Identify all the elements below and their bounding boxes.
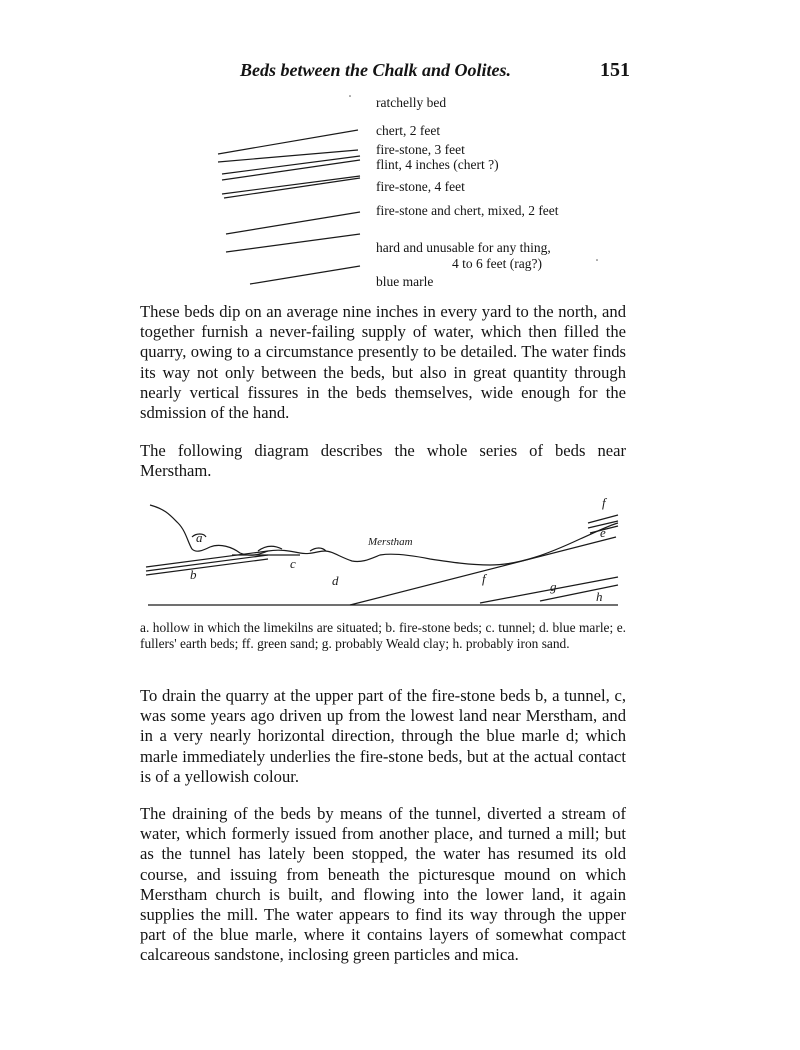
merstham-label: Merstham — [368, 536, 413, 548]
running-head — [140, 60, 630, 88]
letter-h: h — [596, 589, 603, 604]
paragraph: To drain the quarry at the upper part of the fire-stone beds b, a tunnel, c, was some years ago driven up from the lowest land near Merstham, and in a very nearly horizontal direction, through the blue marle d; which marle immediately underlies the fire-stone beds, but at the actual contact is of a yellowish colour. — [140, 686, 626, 786]
bed-label: blue marle — [376, 274, 434, 289]
letter-f-upper: f — [602, 495, 606, 510]
bed-label: fire-stone, 3 feet — [376, 142, 465, 157]
letter-e: e — [600, 525, 606, 540]
paragraph: These beds dip on an average nine inches in every yard to the north, and together furnish a never-failing supply of water, which then filled the quarry, owing to a circumstance presently to be detailed. The water finds its way not only between the beds, but also in great quantity through nearly vertical fissures in the beds themselves, wide enough for the sdmission of the hand. — [140, 302, 626, 423]
letter-d: d — [332, 573, 339, 588]
letter-c: c — [290, 556, 296, 571]
bed-label: ratchelly bed — [376, 95, 447, 110]
section-drawing — [140, 495, 630, 615]
paragraph: The draining of the beds by means of the tunnel, diverted a stream of water, which formerly issued from another place, and turned a mill; but as the tunnel has lately been stopped, the water has resumed its old course, and issuing from beneath the picturesque mound on which Merstham church is built, and flowing into the lower land, it again supplies the mill. The water appears to find its way through the upper part of the blue marle, where it contains layers of somewhat compact calcareous sandstone, inclosing green particles and mica. — [140, 804, 626, 965]
letter-f: f — [482, 571, 486, 586]
bed-label: chert, 2 feet — [376, 123, 441, 138]
letter-b: b — [190, 567, 197, 582]
bed-label: 4 to 6 feet (rag?) — [452, 256, 542, 271]
bed-label: hard and unusable for any thing, — [376, 240, 551, 255]
letter-a: a — [196, 530, 203, 545]
running-title: Beds between the Chalk and Oolites. — [240, 60, 512, 80]
page-number: 151 — [600, 59, 630, 81]
bed-label: fire-stone, 4 feet — [376, 179, 465, 194]
figure-caption: a. hollow in which the limekilns are situated; b. fire-stone beds; c. tunnel; d. blue marle; e. fullers' earth beds; ff. green sand; g. probably Weald clay; h. probably iron sand. — [140, 620, 626, 652]
geological-section-figure — [140, 495, 630, 615]
bed-section-figure — [210, 92, 630, 292]
letter-g: g — [550, 579, 557, 594]
bed-label: fire-stone and chert, mixed, 2 feet — [376, 203, 559, 218]
paragraph: The following diagram describes the whole series of beds near Merstham. — [140, 441, 626, 481]
bed-label: flint, 4 inches (chert ?) — [376, 157, 499, 172]
